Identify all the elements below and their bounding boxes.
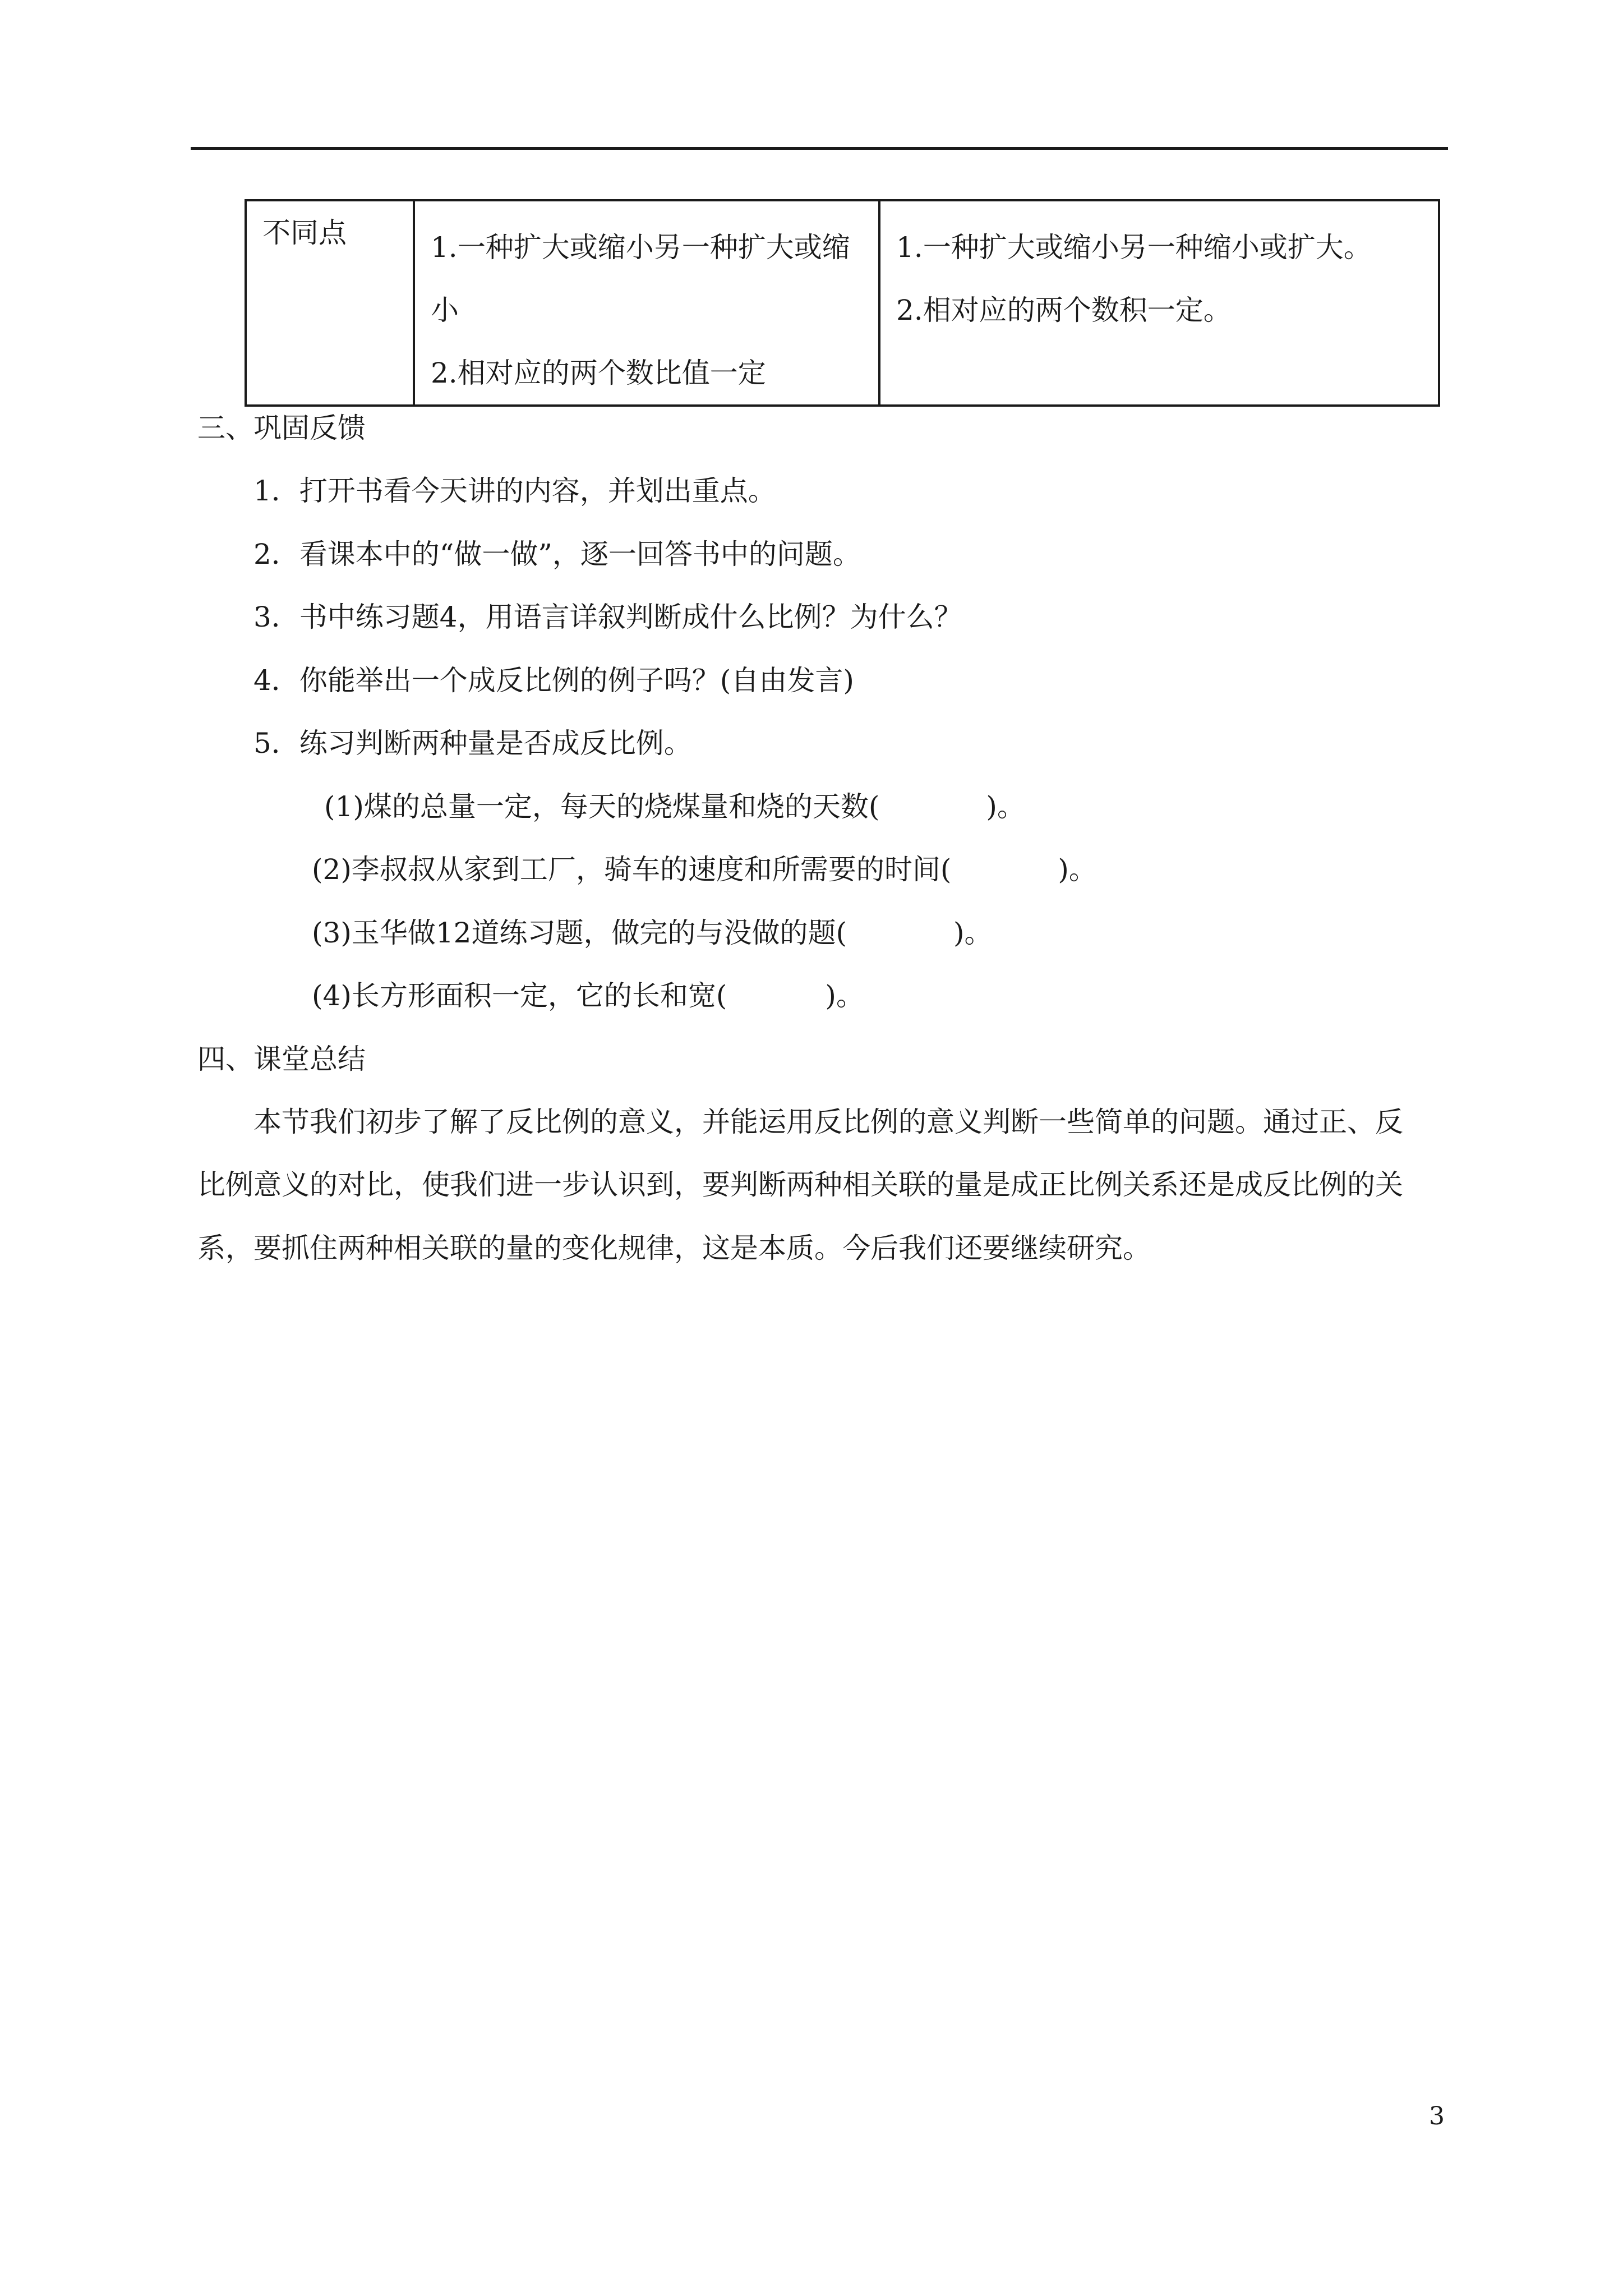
exercise-close: )。 <box>986 790 1025 823</box>
exercise-text: (1)煤的总量一定，每天的烧煤量和烧的天数( <box>324 790 880 823</box>
paragraph-line: 比例意义的对比，使我们进一步认识到，要判断两种相关联的量是成正比例关系还是成反比例的关 <box>197 1168 1403 1201</box>
exercise-text: (4)长方形面积一定，它的长和宽( <box>312 979 727 1012</box>
exercise-close: )。 <box>825 979 864 1012</box>
row-label-cell <box>246 200 414 406</box>
list-item: 4．你能举出一个成反比例的例子吗？(自由发言) <box>253 664 854 697</box>
inverse-line-1: 1.一种扩大或缩小另一种缩小或扩大。 <box>896 231 1372 264</box>
header-rule <box>191 147 1448 150</box>
list-item: 5．练习判断两种量是否成反比例。 <box>253 727 692 760</box>
list-item: 1．打开书看今天讲的内容，并划出重点。 <box>253 475 776 507</box>
list-item: 2．看课本中的“做一做”，逐一回答书中的问题。 <box>253 538 861 570</box>
summary-paragraph <box>197 1105 1448 1290</box>
section-3-heading: 三、巩固反馈 <box>197 412 366 444</box>
paragraph-line: 本节我们初步了解了反比例的意义，并能运用反比例的意义判断一些简单的问题。通过正、反 <box>253 1106 1403 1138</box>
section-4-heading: 四、课堂总结 <box>197 1043 366 1075</box>
list-item: 3．书中练习题4，用语言详叙判断成什么比例？为什么？ <box>253 601 962 633</box>
exercise-item <box>312 916 992 950</box>
row-label: 不同点 <box>262 217 347 249</box>
direct-proportion-cell <box>414 200 879 406</box>
paragraph-line: 系，要抓住两种相关联的量的变化规律，这是本质。今后我们还要继续研究。 <box>197 1232 1151 1264</box>
exercise-item <box>312 853 1097 886</box>
exercise-text: (2)李叔叔从家到工厂，骑车的速度和所需要的时间( <box>312 853 952 886</box>
page-number: 3 <box>1429 2102 1445 2131</box>
exercise-item <box>312 979 864 1013</box>
exercise-item <box>324 790 1025 823</box>
direct-line-1b: 小 <box>431 294 459 326</box>
comparison-table <box>245 199 1440 407</box>
direct-line-1a: 1.一种扩大或缩小另一种扩大或缩 <box>431 231 850 264</box>
exercise-text: (3)玉华做12道练习题，做完的与没做的题( <box>312 917 847 949</box>
exercise-close: )。 <box>1058 853 1097 886</box>
exercise-close: )。 <box>953 917 993 949</box>
direct-line-2: 2.相对应的两个数比值一定 <box>431 357 766 389</box>
inverse-proportion-cell <box>879 200 1439 406</box>
table-row <box>246 200 1439 406</box>
inverse-line-2: 2.相对应的两个数积一定。 <box>896 294 1232 326</box>
